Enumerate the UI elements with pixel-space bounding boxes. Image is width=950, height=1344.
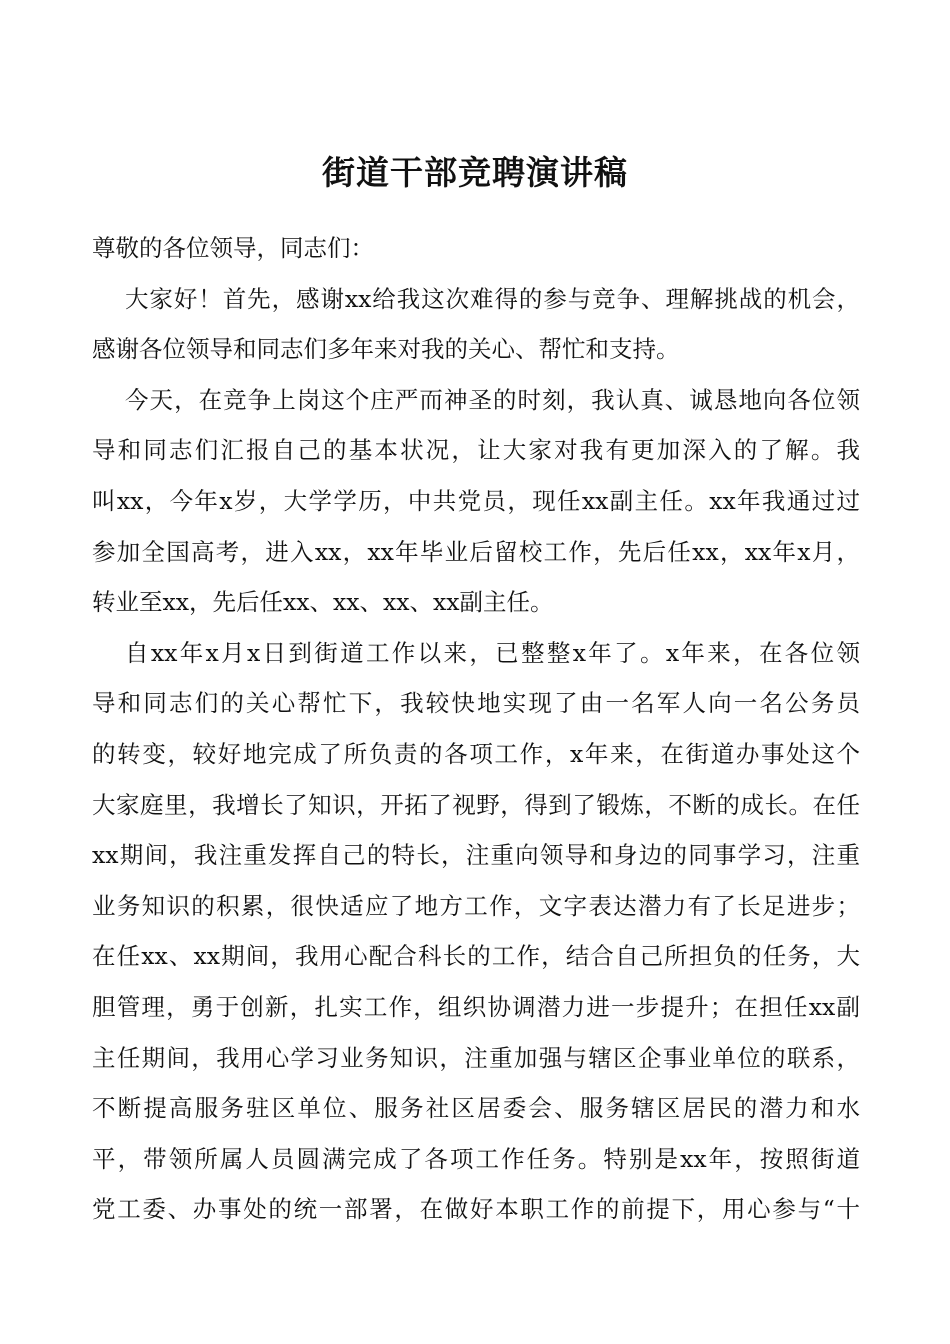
text-line: 大家好！首先，感谢xx给我这次难得的参与竞争、理解挑战的机会，	[125, 284, 860, 313]
text-line: 主任期间，我用心学习业务知识，注重加强与辖区企事业单位的联系，	[92, 1043, 860, 1072]
text-line: 胆管理，勇于创新，扎实工作，组织协调潜力进一步提升；在担任xx副	[92, 992, 860, 1021]
text-line: 尊敬的各位领导，同志们：	[92, 234, 374, 262]
text-line: 业务知识的积累，很快适应了地方工作，文字表达潜力有了长足进步；	[92, 891, 860, 920]
text-line: 党工委、办事处的统一部署，在做好本职工作的前提下，用心参与“十	[92, 1195, 860, 1224]
text-line: 导和同志们汇报自己的基本状况，让大家对我有更加深入的了解。我	[92, 436, 860, 465]
text-line: 感谢各位领导和同志们多年来对我的关心、帮忙和支持。	[92, 335, 680, 364]
text-line: xx期间，我注重发挥自己的特长，注重向领导和身边的同事学习，注重	[92, 841, 860, 870]
text-line: 参加全国高考，进入xx，xx年毕业后留校工作，先后任xx，xx年x月，	[92, 537, 860, 566]
text-line: 大家庭里，我增长了知识，开拓了视野，得到了锻炼，不断的成长。在任	[92, 790, 860, 819]
text-line: 平，带领所属人员圆满完成了各项工作任务。特别是xx年，按照街道	[92, 1144, 860, 1173]
text-line: 的转变，较好地完成了所负责的各项工作，x年来，在街道办事处这个	[92, 739, 860, 768]
text-line: 叫xx，今年x岁，大学学历，中共党员，现任xx副主任。xx年我通过过	[92, 486, 860, 515]
text-line: 自xx年x月x日到街道工作以来，已整整x年了。x年来，在各位领	[125, 638, 860, 667]
text-line: 在任xx、xx期间，我用心配合科长的工作，结合自己所担负的任务，大	[92, 942, 860, 971]
document-body	[92, 223, 860, 1235]
page-title: 街道干部竞聘演讲稿	[322, 153, 628, 192]
text-line: 转业至xx，先后任xx、xx、xx、xx副主任。	[92, 588, 554, 617]
text-line: 导和同志们的关心帮忙下，我较快地实现了由一名军人向一名公务员	[92, 689, 860, 718]
text-line: 今天，在竞争上岗这个庄严而神圣的时刻，我认真、诚恳地向各位领	[125, 385, 860, 414]
text-line: 不断提高服务驻区单位、服务社区居委会、服务辖区居民的潜力和水	[92, 1094, 860, 1123]
